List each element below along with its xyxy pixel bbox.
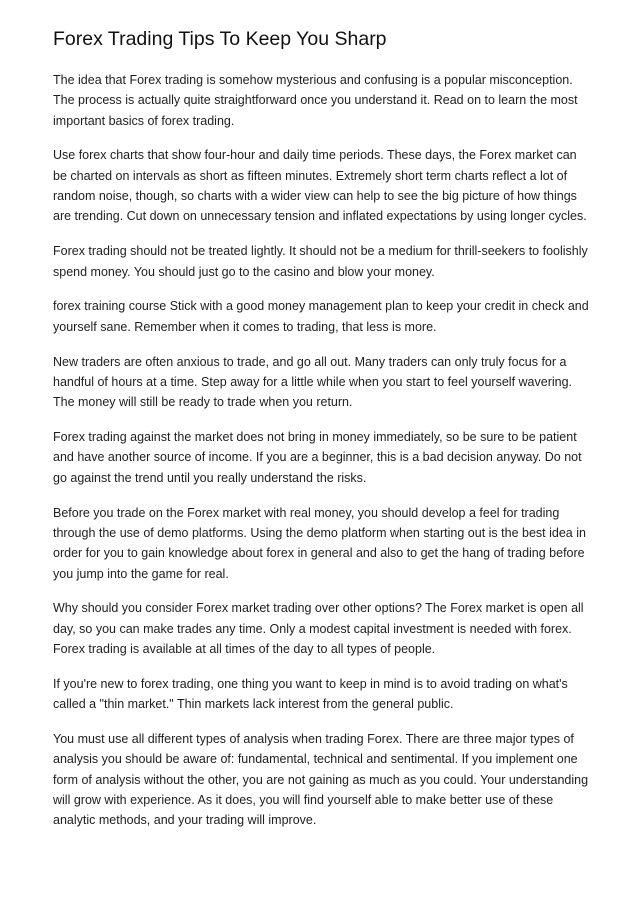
paragraph-charts: Use forex charts that show four-hour and daily time periods. These days, the Forex market can be charted on intervals as short as fifteen minutes. Extremely short term charts reflect a lot of random noise, though, so charts with a wider view can help to see the big picture of how things are trending. Cut down on unnecessary tension and inflated expectations by using longer cycles. bbox=[53, 148, 587, 224]
paragraph-demo-platforms: Before you trade on the Forex market with real money, you should develop a feel for trading through the use of demo platforms. Using the demo platform when starting out is the best idea in order for you to gain knowledge about forex in general and also to get the hang of trading before you jump into the game for real. bbox=[53, 505, 586, 581]
page-title: Forex Trading Tips To Keep You Sharp bbox=[53, 28, 387, 50]
document-page bbox=[53, 26, 593, 845]
paragraph-new-traders: New traders are often anxious to trade, and go all out. Many traders can only truly focus for a handful of hours at a time. Step away for a little while when you start to feel yourself wavering. The money will still be ready to trade when you return. bbox=[53, 354, 573, 410]
paragraph-why-forex: Why should you consider Forex market trading over other options? The Forex market is open all day, so you can make trades any time. Only a modest capital investment is needed with forex. Forex trading is available at all times of the day to all types of people. bbox=[53, 601, 584, 656]
paragraph-against-market: Forex trading against the market does not bring in money immediately, so be sure to be patient and have another source of income. If you are a beginner, this is a bad decision anyway. Do not go against the trend until you really understand the risks. bbox=[53, 430, 582, 485]
paragraph-thin-market: If you're new to forex trading, one thing you want to keep in mind is to avoid trading on what's called a "thin market." Thin markets lack interest from the general public. bbox=[53, 676, 568, 712]
paragraph-not-lightly: Forex trading should not be treated lightly. It should not be a medium for thrill-seekers to foolishly spend money. You should just go to the casino and blow your money. bbox=[53, 244, 588, 279]
paragraph-analysis: You must use all different types of analysis when trading Forex. There are three major types of analysis you should be aware of: fundamental, technical and sentimental. If you implement one form of analysis without the other, you are not gaining as much as you could. Your understanding will grow with experience. As it does, you will find yourself able to make better use of these analytic methods, and your trading will improve. bbox=[53, 732, 589, 828]
paragraph-money-management: forex training course Stick with a good money management plan to keep your credit in check and yourself sane. Remember when it comes to trading, that less is more. bbox=[53, 299, 589, 334]
paragraph-intro: The idea that Forex trading is somehow mysterious and confusing is a popular misconception. The process is actually quite straightforward once you understand it. Read on to learn the most important basics of forex trading. bbox=[53, 73, 578, 128]
